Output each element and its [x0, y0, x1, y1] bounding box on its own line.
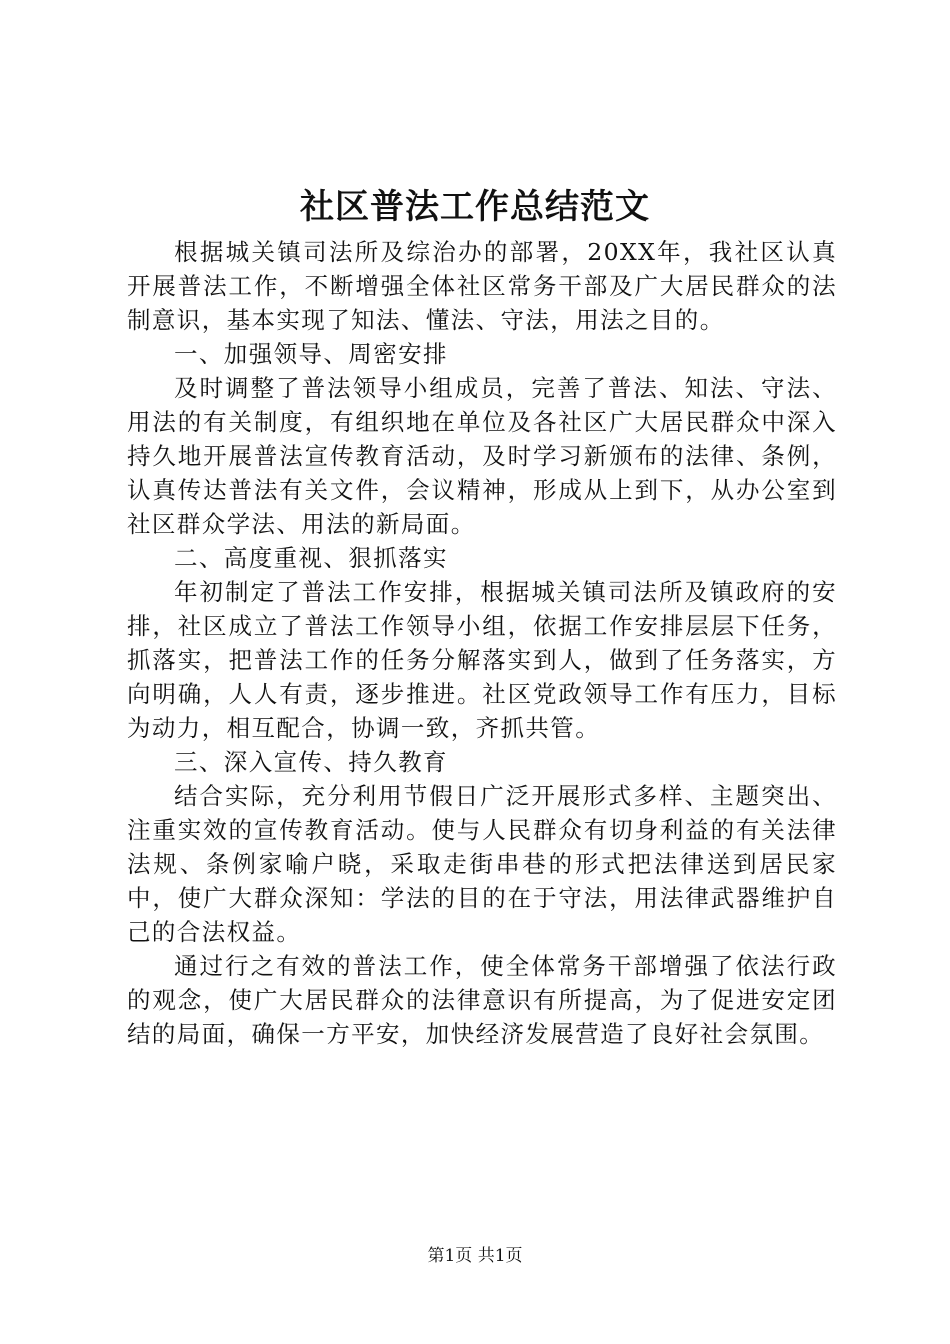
section-heading-1: 一、加强领导、周密安排 — [174, 340, 448, 368]
section-paragraph-3: 结合实际，充分利用节假日广泛开展形式多样、主题突出、注重实效的宣传教育活动。使与人民群众有切身利益的有关法律法规、条例家喻户晓，采取走街串巷的形式把法律送到居民家中，使广大群众深知：学法的目的在于守法，用法律武器维护自己的合法权益。 — [127, 782, 837, 946]
page-footer: 第1页 共1页 — [427, 1246, 523, 1266]
document-body — [127, 235, 837, 1051]
document-title: 社区普法工作总结范文 — [300, 187, 650, 227]
section-heading-3: 三、深入宣传、持久教育 — [174, 748, 448, 776]
conclusion-paragraph: 通过行之有效的普法工作，使全体常务干部增强了依法行政的观念，使广大居民群众的法律意识有所提高，为了促进安定团结的局面，确保一方平安，加快经济发展营造了良好社会氛围。 — [127, 952, 837, 1048]
intro-paragraph: 根据城关镇司法所及综治办的部署，20XX年，我社区认真开展普法工作，不断增强全体社区常务干部及广大居民群众的法制意识，基本实现了知法、懂法、守法，用法之目的。 — [127, 238, 837, 334]
section-heading-2: 二、高度重视、狠抓落实 — [174, 544, 448, 572]
section-paragraph-1: 及时调整了普法领导小组成员，完善了普法、知法、守法、用法的有关制度，有组织地在单位及各社区广大居民群众中深入持久地开展普法宣传教育活动，及时学习新颁布的法律、条例，认真传达普法有关文件，会议精神，形成从上到下，从办公室到社区群众学法、用法的新局面。 — [127, 374, 837, 538]
section-paragraph-2: 年初制定了普法工作安排，根据城关镇司法所及镇政府的安排，社区成立了普法工作领导小组，依据工作安排层层下任务，抓落实，把普法工作的任务分解落实到人，做到了任务落实，方向明确，人人有责，逐步推进。社区党政领导工作有压力，目标为动力，相互配合，协调一致，齐抓共管。 — [127, 578, 837, 742]
